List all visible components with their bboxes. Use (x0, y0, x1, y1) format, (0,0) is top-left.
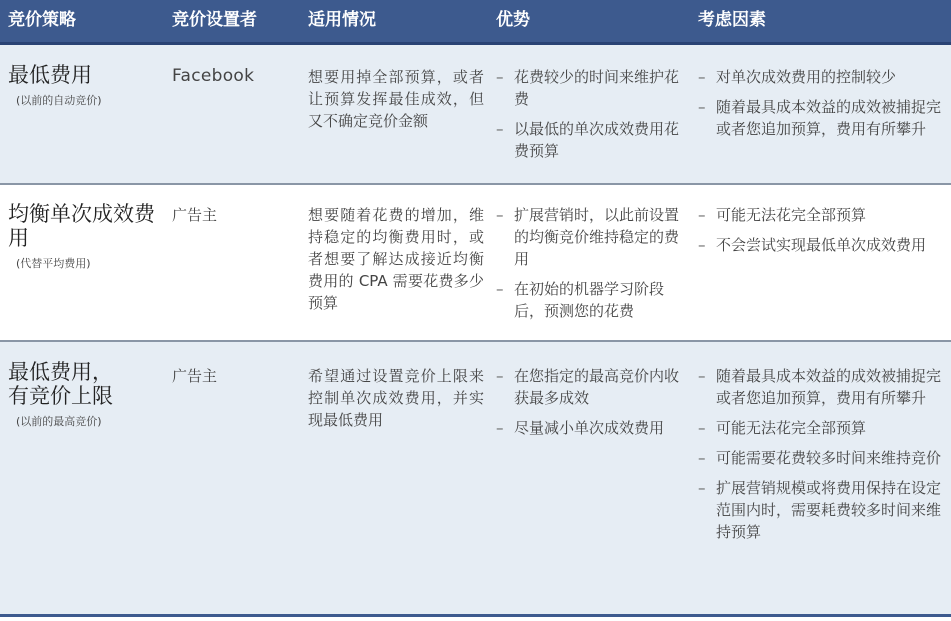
strategy-name: 最低费用，有竞价上限 (8, 360, 113, 408)
list-item: – 扩展营销时，以此前设置的均衡竞价维持稳定的费用 (496, 206, 680, 268)
header-advantages: 优势 (496, 10, 530, 30)
considerations-cell (698, 204, 948, 264)
list-item: – 可能无法花完全部预算 (698, 419, 867, 437)
strategy-name: 最低费用 (8, 63, 92, 87)
considerations-cell (698, 66, 946, 148)
list-item: – 可能无法花完全部预算 (698, 206, 867, 224)
strategy-cell (8, 360, 133, 433)
strategy-subtitle: (以前的自动竞价) (16, 94, 102, 107)
list-item: – 扩展营销规模或将费用保持在设定范围内时，需要耗费较多时间来维持预算 (698, 479, 942, 541)
list-item: – 在初始的机器学习阶段后，预测您的花费 (496, 280, 665, 320)
table-row (0, 45, 951, 183)
list-item: – 尽量减小单次成效费用 (496, 419, 665, 437)
list-item: – 可能需要花费较多时间来维持竞价 (698, 449, 942, 467)
strategy-subtitle: (代替平均费用) (16, 257, 91, 270)
applicability-cell: 希望通过设置竞价上限来控制单次成效费用，并实现最低费用 (308, 367, 484, 429)
list-item: – 在您指定的最高竞价内收获最多成效 (496, 367, 680, 407)
table-header (0, 0, 951, 45)
applicability-cell: 想要随着花费的增加，维持稳定的均衡费用时，或者想要了解达成接近均衡费用的 CPA 需要花费多少预算 (308, 206, 484, 312)
table-row (0, 342, 951, 614)
header-bidder: 竞价设置者 (172, 10, 257, 30)
applicability-cell: 想要用掉全部预算，或者让预算发挥最佳成效，但又不确定竞价金额 (308, 68, 484, 130)
strategy-cell (8, 63, 163, 112)
list-item: – 花费较少的时间来维护花费 (496, 68, 680, 108)
header-considerations: 考虑因素 (698, 10, 766, 30)
header-applicability: 适用情况 (308, 10, 376, 30)
advantages-cell (496, 204, 686, 330)
list-item: – 不会尝试实现最低单次成效费用 (698, 236, 927, 254)
advantages-cell (496, 66, 686, 170)
strategy-name: 均衡单次成效费用 (8, 202, 155, 250)
header-strategy: 竞价策略 (8, 10, 76, 30)
list-item: – 随着最具成本效益的成效被捕捉完或者您追加预算，费用有所攀升 (698, 98, 942, 138)
strategy-subtitle: (以前的最高竞价) (16, 415, 102, 428)
table-row (0, 185, 951, 340)
strategy-cell (8, 202, 158, 275)
bidder-cell: 广告主 (172, 206, 218, 224)
list-item: – 随着最具成本效益的成效被捕捉完或者您追加预算，费用有所攀升 (698, 367, 942, 407)
advantages-cell (496, 365, 686, 447)
considerations-cell (698, 365, 946, 551)
bidder-cell: Facebook (172, 66, 255, 86)
list-item: – 对单次成效费用的控制较少 (698, 68, 897, 86)
bidder-cell: 广告主 (172, 367, 218, 385)
table-bottom-border (0, 614, 951, 617)
list-item: – 以最低的单次成效费用花费预算 (496, 120, 680, 160)
